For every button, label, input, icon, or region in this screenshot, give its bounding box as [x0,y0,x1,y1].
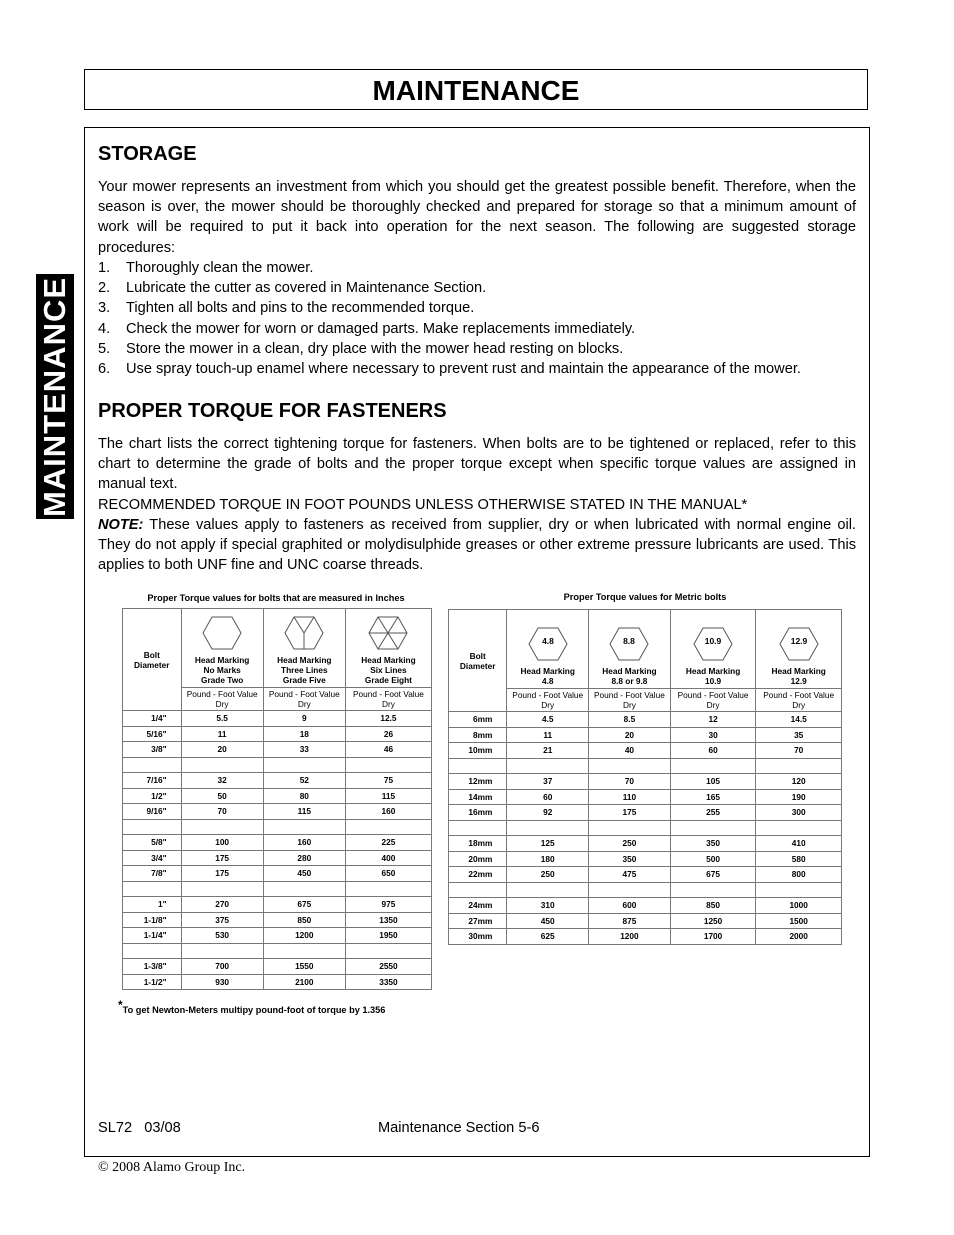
torque-value-cell: 650 [345,866,431,882]
bolt-diameter-cell: 14mm [449,789,507,805]
torque-value-cell: 500 [670,851,756,867]
table-row [123,897,432,913]
torque-value-cell [589,882,671,898]
bolt-diameter-cell: 1-3/8" [123,959,182,975]
torque-value-cell: 1200 [263,928,345,944]
torque-value-cell [507,758,589,774]
torque-value-cell: 450 [263,866,345,882]
table-row [123,835,432,851]
torque-value-cell: 125 [507,836,589,852]
bolt-head-icon [693,626,733,662]
torque-value-cell: 2100 [263,974,345,990]
table-row [449,712,842,728]
unit-label: Pound - Foot Value Dry [264,687,345,710]
table-row [123,866,432,882]
table-row [123,819,432,835]
bolt-diameter-cell: 10mm [449,743,507,759]
bolt-diameter-cell [449,882,507,898]
torque-value-cell: 675 [263,897,345,913]
grade-label: 12.9 [790,636,807,646]
torque-value-cell: 975 [345,897,431,913]
torque-value-cell: 310 [507,898,589,914]
torque-value-cell [181,943,263,959]
torque-value-cell: 14.5 [756,712,842,728]
bolt-head-icon [368,615,408,651]
torque-value-cell: 100 [181,835,263,851]
bolt-diameter-cell: 5/8" [123,835,182,851]
torque-value-cell: 60 [670,743,756,759]
grade-column-header [756,610,842,712]
header-cell [507,626,588,711]
footer-model: SL72 03/08 [98,1120,181,1136]
torque-value-cell [181,819,263,835]
bolt-diameter-cell: 9/16" [123,804,182,820]
bolt-diameter-cell: 12mm [449,774,507,790]
torque-value-cell: 12.5 [345,711,431,727]
torque-value-cell: 250 [507,867,589,883]
torque-value-cell: 105 [670,774,756,790]
torque-value-cell [345,757,431,773]
torque-value-cell: 20 [181,742,263,758]
torque-value-cell [345,881,431,897]
torque-value-cell: 4.5 [507,712,589,728]
torque-value-cell: 11 [181,726,263,742]
torque-value-cell: 850 [263,912,345,928]
head-marking-label: Head Marking Three Lines Grade Five [277,655,332,685]
bolt-head-icon [528,626,568,662]
torque-value-cell: 280 [263,850,345,866]
footnote [118,998,385,1015]
torque-value-cell: 12 [670,712,756,728]
header-cell [589,626,670,711]
bolt-diameter-cell [449,820,507,836]
side-tab-label: MAINTENANCE [37,276,72,517]
torque-value-cell [263,819,345,835]
torque-value-cell: 375 [181,912,263,928]
torque-value-cell: 75 [345,773,431,789]
side-tab [36,274,74,519]
list-item [98,359,856,379]
table-row [123,974,432,990]
grade-label: 4.8 [541,636,554,646]
bolt-diameter-cell: 1-1/4" [123,928,182,944]
recommended-torque-line: RECOMMENDED TORQUE IN FOOT POUNDS UNLESS OTHERWISE STATED IN THE MANUAL* [98,497,748,513]
bolt-diameter-cell: 22mm [449,867,507,883]
torque-value-cell: 92 [507,805,589,821]
step-text: Check the mower for worn or damaged parts. Make replacements immediately. [126,320,636,337]
torque-value-cell: 46 [345,742,431,758]
table-row [449,913,842,929]
header-box [84,69,868,110]
head-marking-label: Head Marking 8.8 or 9.8 [602,666,657,686]
step-number: 6. [98,361,111,378]
torque-value-cell [507,882,589,898]
table-row [123,804,432,820]
torque-value-cell [670,882,756,898]
step-text: Thoroughly clean the mower. [126,260,314,276]
torque-value-cell: 70 [589,774,671,790]
torque-value-cell: 1700 [670,929,756,945]
table-row [449,727,842,743]
head-marking-label: Head Marking 10.9 [685,666,741,686]
torque-value-cell: 33 [263,742,345,758]
torque-value-cell: 26 [345,726,431,742]
bolt-diameter-cell [123,757,182,773]
footer-section: Maintenance Section 5-6 [378,1120,540,1136]
step-number: 3. [98,300,111,317]
bolt-diameter-header: Bolt Diameter [449,610,507,712]
torque-value-cell: 110 [589,789,671,805]
inch-torque-table [122,608,432,990]
torque-value-cell: 180 [507,851,589,867]
torque-value-cell: 1550 [263,959,345,975]
torque-value-cell: 70 [756,743,842,759]
head-marking-label: Head Marking No Marks Grade Two [194,655,250,685]
torque-value-cell: 250 [589,836,671,852]
torque-value-cell: 300 [756,805,842,821]
step-text: Store the mower in a clean, dry place with the mower head resting on blocks. [126,340,624,357]
torque-value-cell: 9 [263,711,345,727]
grade-column-header [345,609,431,711]
torque-value-cell: 1250 [670,913,756,929]
step-number: 2. [98,280,111,297]
torque-value-cell [756,882,842,898]
torque-value-cell: 8.5 [589,712,671,728]
torque-value-cell [589,758,671,774]
table-row [449,929,842,945]
header-row [123,609,432,711]
list-item [98,278,856,298]
torque-value-cell: 50 [181,788,263,804]
torque-value-cell [756,820,842,836]
table-row [123,757,432,773]
table-row [449,805,842,821]
table-row [449,758,842,774]
torque-value-cell: 60 [507,789,589,805]
table-row [123,742,432,758]
storage-heading: STORAGE [98,143,197,165]
torque-value-cell: 175 [589,805,671,821]
unit-label: Pound - Foot Value Dry [756,688,841,711]
torque-value-cell: 400 [345,850,431,866]
step-number: 4. [98,320,111,337]
list-item [98,298,856,318]
bolt-diameter-cell [123,819,182,835]
bolt-diameter-cell: 27mm [449,913,507,929]
torque-value-cell: 270 [181,897,263,913]
footnote-text: To get Newton-Meters multipy pound-foot of torque by 1.356 [122,1005,386,1016]
torque-value-cell: 115 [345,788,431,804]
torque-value-cell [181,757,263,773]
torque-value-cell: 475 [589,867,671,883]
table-row [123,773,432,789]
torque-value-cell [181,881,263,897]
torque-value-cell: 3350 [345,974,431,990]
torque-value-cell [263,881,345,897]
torque-value-cell [670,820,756,836]
unit-label: Pound - Foot Value Dry [589,688,670,711]
bolt-diameter-cell: 16mm [449,805,507,821]
torque-value-cell: 1000 [756,898,842,914]
torque-value-cell [756,758,842,774]
bolt-diameter-cell: 1/4" [123,711,182,727]
step-text: Use spray touch-up enamel where necessary to prevent rust and maintain the appearance of the mower. [126,361,801,378]
torque-value-cell: 160 [345,804,431,820]
list-item [98,319,856,339]
bolt-diameter-header: Bolt Diameter [123,609,182,711]
torque-value-cell: 1950 [345,928,431,944]
grade-label: 8.8 [623,636,636,646]
torque-value-cell: 165 [670,789,756,805]
step-number: 5. [98,340,111,357]
note-paragraph [98,515,856,576]
torque-value-cell: 30 [670,727,756,743]
list-item [98,339,856,359]
bolt-diameter-cell: 1" [123,897,182,913]
step-text: Tighten all bolts and pins to the recommended torque. [126,300,475,317]
grade-column-header [181,609,263,711]
table-row [449,836,842,852]
header-cell [346,615,431,710]
head-marking-label: Head Marking Six Lines Grade Eight [361,655,416,685]
page-title: MAINTENANCE [372,75,580,106]
bolt-head-icon [609,626,649,662]
table-row [449,851,842,867]
torque-value-cell: 350 [670,836,756,852]
grade-label: 10.9 [704,636,722,646]
torque-value-cell: 175 [181,850,263,866]
table-row [449,820,842,836]
table-row [123,928,432,944]
table-row [123,850,432,866]
bolt-diameter-cell: 6mm [449,712,507,728]
bolt-diameter-cell: 8mm [449,727,507,743]
head-marking-label: Head Marking 4.8 [520,666,575,686]
torque-value-cell [263,943,345,959]
torque-value-cell: 190 [756,789,842,805]
bolt-diameter-cell: 3/8" [123,742,182,758]
torque-value-cell [670,758,756,774]
head-marking-label: Head Marking 12.9 [771,666,826,686]
metric-table-caption: Proper Torque values for Metric bolts [563,592,727,602]
bolt-head-icon [284,615,324,651]
bolt-diameter-cell: 7/16" [123,773,182,789]
torque-value-cell: 875 [589,913,671,929]
bolt-diameter-cell: 1-1/2" [123,974,182,990]
torque-value-cell: 37 [507,774,589,790]
inch-table-caption: Proper Torque values for bolts that are measured in Inches [147,593,405,603]
torque-value-cell [507,820,589,836]
unit-label: Pound - Foot Value Dry [346,687,431,710]
table-row [123,912,432,928]
unit-label: Pound - Foot Value Dry [507,688,588,711]
table-row [449,898,842,914]
torque-value-cell: 1350 [345,912,431,928]
step-text: Lubricate the cutter as covered in Maintenance Section. [126,280,487,297]
torque-value-cell: 115 [263,804,345,820]
torque-value-cell: 120 [756,774,842,790]
copyright: © 2008 Alamo Group Inc. [98,1160,246,1175]
step-number: 1. [98,260,111,276]
grade-column-header [507,610,589,712]
table-row [449,774,842,790]
torque-value-cell: 2000 [756,929,842,945]
table-row [449,789,842,805]
torque-value-cell: 850 [670,898,756,914]
torque-value-cell: 80 [263,788,345,804]
table-row [123,726,432,742]
note-label: NOTE: [98,517,144,533]
header-cell [671,626,756,711]
bolt-diameter-cell [123,881,182,897]
torque-value-cell: 225 [345,835,431,851]
metric-torque-table [448,609,842,945]
bolt-diameter-cell [123,943,182,959]
torque-heading: PROPER TORQUE FOR FASTENERS [98,400,447,422]
torque-value-cell: 11 [507,727,589,743]
table-row [449,743,842,759]
bolt-diameter-cell: 18mm [449,836,507,852]
torque-value-cell: 21 [507,743,589,759]
torque-value-cell: 580 [756,851,842,867]
bolt-diameter-cell [449,758,507,774]
header-cell [182,615,263,710]
torque-value-cell: 5.5 [181,711,263,727]
bolt-diameter-cell: 5/16" [123,726,182,742]
bolt-head-icon [202,615,242,651]
torque-value-cell: 350 [589,851,671,867]
torque-value-cell: 675 [670,867,756,883]
bolt-diameter-cell: 1/2" [123,788,182,804]
torque-value-cell [345,819,431,835]
torque-value-cell [589,820,671,836]
header-cell [756,626,841,711]
torque-value-cell [263,757,345,773]
torque-value-cell: 410 [756,836,842,852]
torque-value-cell: 255 [670,805,756,821]
table-row [123,788,432,804]
torque-value-cell: 700 [181,959,263,975]
torque-value-cell: 1500 [756,913,842,929]
torque-value-cell: 600 [589,898,671,914]
torque-value-cell: 40 [589,743,671,759]
torque-value-cell: 160 [263,835,345,851]
bolt-diameter-cell: 30mm [449,929,507,945]
torque-value-cell: 530 [181,928,263,944]
storage-intro: Your mower represents an investment from which you should get the greatest possible benefit. Therefore, when the season is over, the mower should be thoroughly checked and prepared for storage so that a minimum amount of work will be required to put it back into operation for the next season. The following are suggested storage procedures: [98,179,856,256]
bolt-diameter-cell: 3/4" [123,850,182,866]
unit-label: Pound - Foot Value Dry [182,687,263,710]
table-row [123,959,432,975]
grade-column-header [589,610,671,712]
note-text: These values apply to fasteners as received from supplier, dry or when lubricated with normal engine oil. They do not apply if special graphited or molydisulphide greases or other extreme pressure lubricants are used. This applies to both UNF fine and UNC coarse threads. [98,517,856,574]
torque-value-cell: 32 [181,773,263,789]
torque-value-cell: 930 [181,974,263,990]
bolt-diameter-cell: 7/8" [123,866,182,882]
grade-column-header [670,610,756,712]
table-row [123,943,432,959]
table-row [123,711,432,727]
list-item [98,258,856,278]
table-row [449,867,842,883]
torque-intro: The chart lists the correct tightening torque for fasteners. When bolts are to be tightened or replaced, refer to this chart to determine the grade of bolts and the proper torque except when specific torque values are assigned in manual text. [98,436,856,493]
torque-value-cell: 800 [756,867,842,883]
torque-value-cell: 35 [756,727,842,743]
torque-value-cell: 2550 [345,959,431,975]
torque-value-cell: 450 [507,913,589,929]
torque-value-cell: 625 [507,929,589,945]
header-cell [264,615,345,710]
footnote-star: * [118,998,123,1012]
bolt-head-icon [779,626,819,662]
torque-value-cell: 1200 [589,929,671,945]
unit-label: Pound - Foot Value Dry [671,688,756,711]
torque-value-cell: 20 [589,727,671,743]
table-row [123,881,432,897]
torque-value-cell: 70 [181,804,263,820]
torque-value-cell [345,943,431,959]
torque-value-cell: 18 [263,726,345,742]
header-row [449,610,842,712]
bolt-diameter-cell: 24mm [449,898,507,914]
bolt-diameter-cell: 20mm [449,851,507,867]
bolt-diameter-cell: 1-1/8" [123,912,182,928]
torque-value-cell: 52 [263,773,345,789]
grade-column-header [263,609,345,711]
torque-value-cell: 175 [181,866,263,882]
storage-steps [98,258,856,379]
table-row [449,882,842,898]
